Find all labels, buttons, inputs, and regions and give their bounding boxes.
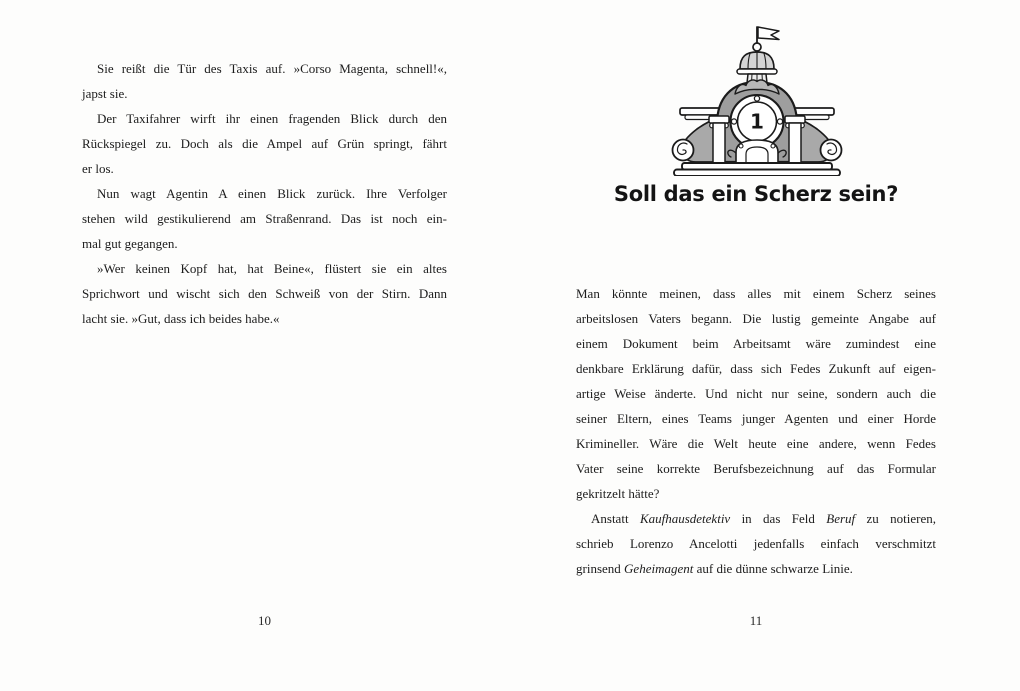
text-line: arbeitslosen Vaters begann. Die lustig gemeinte Angabe auf [576, 311, 936, 326]
chapter-number: 1 [750, 109, 764, 134]
text-line: lacht sie. »Gut, dass ich beides habe.« [82, 311, 280, 326]
text-line: denkbare Erklärung dafür, dass sich Fedes Zukunft auf eigen- [576, 361, 936, 376]
left-page-number: 10 [258, 613, 271, 628]
text-line: grinsend Geheimagent auf die dünne schwarze Linie. [576, 561, 853, 576]
text-line: Rückspiegel zu. Doch als die Ampel auf Grün springt, fährt [82, 136, 447, 151]
text-line: Anstatt Kaufhausdetektiv in das Feld Beruf zu notieren, [591, 511, 936, 526]
text-line: seiner Eltern, eines Teams junger Agenten und einer Horde [576, 411, 936, 426]
text-line: artige Weise änderte. Und nicht nur seine, sondern auch die [576, 386, 936, 401]
text-line: stehen wild gestikulierend am Straßenrand. Das ist noch ein- [82, 211, 447, 226]
text-line: schrieb Lorenzo Ancelotti jedenfalls einfach verschmitzt [576, 536, 936, 551]
text-line: japst sie. [82, 86, 128, 101]
chapter-ornament-illustration [664, 24, 850, 176]
text-line: Nun wagt Agentin A einen Blick zurück. Ihre Verfolger [97, 186, 447, 201]
text-line: einem Dokument beim Arbeitsamt wäre zumindest eine [576, 336, 936, 351]
text-line: er los. [82, 161, 114, 176]
text-line: Sprichwort und wischt sich den Schweiß von der Stirn. Dann [82, 286, 447, 301]
text-line: »Wer keinen Kopf hat, hat Beine«, flüstert sie ein altes [97, 261, 447, 276]
text-line: mal gut gegangen. [82, 236, 178, 251]
text-line: Man könnte meinen, dass alles mit einem Scherz seines [576, 286, 936, 301]
text-line: Vater seine korrekte Berufsbezeichnung auf das Formular [576, 461, 936, 476]
right-page-number: 11 [749, 613, 763, 628]
chapter-title: Soll das ein Scherz sein? [613, 182, 899, 206]
left-page-text [82, 56, 447, 331]
text-line: Der Taxifahrer wirft ihr einen fragenden Blick durch den [97, 111, 447, 126]
right-page-text [576, 281, 936, 581]
text-line: gekritzelt hätte? [576, 486, 660, 501]
clock-arch-icon [664, 24, 850, 176]
text-line: Krimineller. Wäre die Welt heute eine andere, wenn Fedes [576, 436, 936, 451]
text-line: Sie reißt die Tür des Taxis auf. »Corso Magenta, schnell!«, [97, 61, 447, 76]
